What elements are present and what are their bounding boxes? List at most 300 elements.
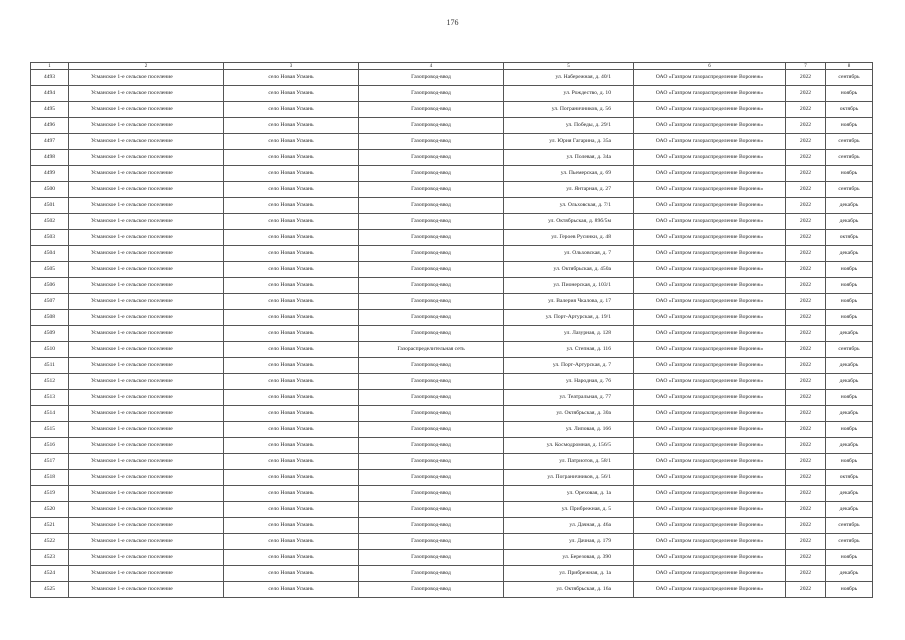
column-number: 6 bbox=[634, 63, 786, 70]
cell-settlement: Усманское 1-е сельское поселение bbox=[69, 342, 224, 358]
cell-row-index: 4516 bbox=[31, 438, 69, 454]
cell-address: ул. Пограничников, д. 56/1 bbox=[504, 470, 634, 486]
cell-year: 2022 bbox=[786, 230, 826, 246]
cell-year: 2022 bbox=[786, 214, 826, 230]
cell-year: 2022 bbox=[786, 358, 826, 374]
cell-object-type: Газопровод-ввод bbox=[359, 278, 504, 294]
table-row bbox=[31, 390, 873, 406]
cell-year: 2022 bbox=[786, 374, 826, 390]
cell-year: 2022 bbox=[786, 182, 826, 198]
registry-table bbox=[30, 62, 873, 598]
cell-settlement: Усманское 1-е сельское поселение bbox=[69, 566, 224, 582]
cell-address: ул. Дачная, д. 179 bbox=[504, 534, 634, 550]
cell-settlement: Усманское 1-е сельское поселение bbox=[69, 486, 224, 502]
cell-address: ул. Порт-Артурская, д. 19/1 bbox=[504, 310, 634, 326]
cell-address: ул. Янтарная, д. 27 bbox=[504, 182, 634, 198]
cell-organization: ОАО «Газпром газораспределение Воронеж» bbox=[634, 518, 786, 534]
cell-month: ноябрь bbox=[826, 294, 873, 310]
cell-address: ул. Прибрежная, д. 5 bbox=[504, 502, 634, 518]
cell-object-type: Газопровод-ввод bbox=[359, 582, 504, 598]
cell-address: ул. Космодромная, д. 156/5 bbox=[504, 438, 634, 454]
cell-row-index: 4522 bbox=[31, 534, 69, 550]
cell-year: 2022 bbox=[786, 86, 826, 102]
cell-organization: ОАО «Газпром газораспределение Воронеж» bbox=[634, 438, 786, 454]
cell-locality: село Новая Усмань bbox=[224, 390, 359, 406]
cell-settlement: Усманское 1-е сельское поселение bbox=[69, 278, 224, 294]
cell-address: ул. Ореховая, д. 1а bbox=[504, 486, 634, 502]
cell-organization: ОАО «Газпром газораспределение Воронеж» bbox=[634, 246, 786, 262]
cell-organization: ОАО «Газпром газораспределение Воронеж» bbox=[634, 134, 786, 150]
table-row bbox=[31, 246, 873, 262]
table-row bbox=[31, 310, 873, 326]
table-row bbox=[31, 550, 873, 566]
cell-month: декабрь bbox=[826, 198, 873, 214]
column-number: 7 bbox=[786, 63, 826, 70]
cell-settlement: Усманское 1-е сельское поселение bbox=[69, 214, 224, 230]
cell-locality: село Новая Усмань bbox=[224, 358, 359, 374]
cell-month: ноябрь bbox=[826, 390, 873, 406]
cell-row-index: 4504 bbox=[31, 246, 69, 262]
cell-locality: село Новая Усмань bbox=[224, 246, 359, 262]
cell-locality: село Новая Усмань bbox=[224, 262, 359, 278]
cell-organization: ОАО «Газпром газораспределение Воронеж» bbox=[634, 278, 786, 294]
cell-month: ноябрь bbox=[826, 278, 873, 294]
table-row bbox=[31, 502, 873, 518]
cell-object-type: Газопровод-ввод bbox=[359, 486, 504, 502]
cell-settlement: Усманское 1-е сельское поселение bbox=[69, 518, 224, 534]
cell-locality: село Новая Усмань bbox=[224, 278, 359, 294]
cell-locality: село Новая Усмань bbox=[224, 86, 359, 102]
cell-settlement: Усманское 1-е сельское поселение bbox=[69, 134, 224, 150]
cell-year: 2022 bbox=[786, 566, 826, 582]
cell-year: 2022 bbox=[786, 326, 826, 342]
cell-month: декабрь bbox=[826, 326, 873, 342]
cell-object-type: Газопровод-ввод bbox=[359, 246, 504, 262]
cell-settlement: Усманское 1-е сельское поселение bbox=[69, 406, 224, 422]
cell-organization: ОАО «Газпром газораспределение Воронеж» bbox=[634, 70, 786, 86]
cell-object-type: Газопровод-ввод bbox=[359, 70, 504, 86]
cell-row-index: 4515 bbox=[31, 422, 69, 438]
cell-settlement: Усманское 1-е сельское поселение bbox=[69, 166, 224, 182]
cell-row-index: 4509 bbox=[31, 326, 69, 342]
table-row bbox=[31, 86, 873, 102]
cell-address: ул. Героев Русинки, д. 48 bbox=[504, 230, 634, 246]
cell-address: ул. Рождество, д. 10 bbox=[504, 86, 634, 102]
cell-settlement: Усманское 1-е сельское поселение bbox=[69, 262, 224, 278]
cell-locality: село Новая Усмань bbox=[224, 566, 359, 582]
cell-organization: ОАО «Газпром газораспределение Воронеж» bbox=[634, 310, 786, 326]
cell-locality: село Новая Усмань bbox=[224, 198, 359, 214]
cell-locality: село Новая Усмань bbox=[224, 214, 359, 230]
cell-address: ул. Ольховская, д. 7 bbox=[504, 246, 634, 262]
cell-address: ул. Валерия Чкалова, д. 17 bbox=[504, 294, 634, 310]
cell-locality: село Новая Усмань bbox=[224, 582, 359, 598]
cell-row-index: 4499 bbox=[31, 166, 69, 182]
cell-object-type: Газопровод-ввод bbox=[359, 422, 504, 438]
cell-object-type: Газопровод-ввод bbox=[359, 86, 504, 102]
cell-year: 2022 bbox=[786, 246, 826, 262]
cell-row-index: 4517 bbox=[31, 454, 69, 470]
table-row bbox=[31, 470, 873, 486]
table-row bbox=[31, 342, 873, 358]
cell-year: 2022 bbox=[786, 502, 826, 518]
cell-settlement: Усманское 1-е сельское поселение bbox=[69, 374, 224, 390]
cell-object-type: Газопровод-ввод bbox=[359, 166, 504, 182]
cell-organization: ОАО «Газпром газораспределение Воронеж» bbox=[634, 150, 786, 166]
cell-month: ноябрь bbox=[826, 310, 873, 326]
cell-month: ноябрь bbox=[826, 454, 873, 470]
cell-row-index: 4505 bbox=[31, 262, 69, 278]
cell-object-type: Газопровод-ввод bbox=[359, 502, 504, 518]
cell-month: сентябрь bbox=[826, 534, 873, 550]
cell-locality: село Новая Усмань bbox=[224, 150, 359, 166]
table-row bbox=[31, 454, 873, 470]
cell-locality: село Новая Усмань bbox=[224, 518, 359, 534]
cell-locality: село Новая Усмань bbox=[224, 182, 359, 198]
cell-settlement: Усманское 1-е сельское поселение bbox=[69, 438, 224, 454]
cell-month: ноябрь bbox=[826, 582, 873, 598]
cell-settlement: Усманское 1-е сельское поселение bbox=[69, 118, 224, 134]
cell-year: 2022 bbox=[786, 102, 826, 118]
cell-month: ноябрь bbox=[826, 262, 873, 278]
cell-organization: ОАО «Газпром газораспределение Воронеж» bbox=[634, 262, 786, 278]
cell-address: ул. Октябрьская, д. 450а bbox=[504, 262, 634, 278]
cell-year: 2022 bbox=[786, 310, 826, 326]
cell-year: 2022 bbox=[786, 534, 826, 550]
cell-organization: ОАО «Газпром газораспределение Воронеж» bbox=[634, 406, 786, 422]
cell-organization: ОАО «Газпром газораспределение Воронеж» bbox=[634, 454, 786, 470]
cell-object-type: Газопровод-ввод bbox=[359, 102, 504, 118]
cell-year: 2022 bbox=[786, 262, 826, 278]
cell-row-index: 4513 bbox=[31, 390, 69, 406]
cell-organization: ОАО «Газпром газораспределение Воронеж» bbox=[634, 214, 786, 230]
cell-month: сентябрь bbox=[826, 182, 873, 198]
cell-object-type: Газопровод-ввод bbox=[359, 390, 504, 406]
cell-settlement: Усманское 1-е сельское поселение bbox=[69, 422, 224, 438]
cell-year: 2022 bbox=[786, 422, 826, 438]
cell-settlement: Усманское 1-е сельское поселение bbox=[69, 390, 224, 406]
cell-year: 2022 bbox=[786, 486, 826, 502]
cell-settlement: Усманское 1-е сельское поселение bbox=[69, 502, 224, 518]
column-number: 3 bbox=[224, 63, 359, 70]
cell-object-type: Газопровод-ввод bbox=[359, 150, 504, 166]
cell-month: октябрь bbox=[826, 102, 873, 118]
cell-row-index: 4503 bbox=[31, 230, 69, 246]
cell-row-index: 4519 bbox=[31, 486, 69, 502]
cell-year: 2022 bbox=[786, 390, 826, 406]
cell-organization: ОАО «Газпром газораспределение Воронеж» bbox=[634, 582, 786, 598]
cell-settlement: Усманское 1-е сельское поселение bbox=[69, 198, 224, 214]
cell-locality: село Новая Усмань bbox=[224, 406, 359, 422]
table-row bbox=[31, 150, 873, 166]
column-number: 4 bbox=[359, 63, 504, 70]
cell-month: декабрь bbox=[826, 502, 873, 518]
cell-locality: село Новая Усмань bbox=[224, 454, 359, 470]
cell-object-type: Газопровод-ввод bbox=[359, 118, 504, 134]
cell-month: ноябрь bbox=[826, 550, 873, 566]
cell-object-type: Газопровод-ввод bbox=[359, 134, 504, 150]
cell-month: декабрь bbox=[826, 406, 873, 422]
cell-row-index: 4511 bbox=[31, 358, 69, 374]
cell-object-type: Газопровод-ввод bbox=[359, 470, 504, 486]
cell-settlement: Усманское 1-е сельское поселение bbox=[69, 534, 224, 550]
cell-locality: село Новая Усмань bbox=[224, 374, 359, 390]
table-row bbox=[31, 230, 873, 246]
cell-settlement: Усманское 1-е сельское поселение bbox=[69, 102, 224, 118]
cell-settlement: Усманское 1-е сельское поселение bbox=[69, 470, 224, 486]
cell-month: декабрь bbox=[826, 438, 873, 454]
cell-organization: ОАО «Газпром газораспределение Воронеж» bbox=[634, 486, 786, 502]
cell-locality: село Новая Усмань bbox=[224, 310, 359, 326]
cell-organization: ОАО «Газпром газораспределение Воронеж» bbox=[634, 294, 786, 310]
cell-row-index: 4514 bbox=[31, 406, 69, 422]
cell-locality: село Новая Усмань bbox=[224, 70, 359, 86]
cell-object-type: Газопровод-ввод bbox=[359, 438, 504, 454]
cell-organization: ОАО «Газпром газораспределение Воронеж» bbox=[634, 182, 786, 198]
table-row bbox=[31, 422, 873, 438]
cell-row-index: 4520 bbox=[31, 502, 69, 518]
cell-row-index: 4525 bbox=[31, 582, 69, 598]
cell-year: 2022 bbox=[786, 470, 826, 486]
cell-row-index: 4501 bbox=[31, 198, 69, 214]
cell-row-index: 4507 bbox=[31, 294, 69, 310]
table-row bbox=[31, 214, 873, 230]
cell-month: ноябрь bbox=[826, 422, 873, 438]
cell-settlement: Усманское 1-е сельское поселение bbox=[69, 70, 224, 86]
cell-row-index: 4496 bbox=[31, 118, 69, 134]
cell-locality: село Новая Усмань bbox=[224, 550, 359, 566]
cell-row-index: 4510 bbox=[31, 342, 69, 358]
cell-month: декабрь bbox=[826, 486, 873, 502]
cell-address: ул. Пионерская, д. 103/1 bbox=[504, 278, 634, 294]
cell-row-index: 4508 bbox=[31, 310, 69, 326]
cell-object-type: Газопровод-ввод bbox=[359, 374, 504, 390]
cell-row-index: 4497 bbox=[31, 134, 69, 150]
cell-address: ул. Липовая, д. 166 bbox=[504, 422, 634, 438]
cell-object-type: Газораспределительная сеть bbox=[359, 342, 504, 358]
cell-row-index: 4495 bbox=[31, 102, 69, 118]
table-row bbox=[31, 262, 873, 278]
cell-locality: село Новая Усмань bbox=[224, 534, 359, 550]
cell-locality: село Новая Усмань bbox=[224, 502, 359, 518]
cell-row-index: 4502 bbox=[31, 214, 69, 230]
cell-organization: ОАО «Газпром газораспределение Воронеж» bbox=[634, 534, 786, 550]
table-row bbox=[31, 166, 873, 182]
cell-settlement: Усманское 1-е сельское поселение bbox=[69, 550, 224, 566]
cell-locality: село Новая Усмань bbox=[224, 486, 359, 502]
cell-year: 2022 bbox=[786, 294, 826, 310]
cell-locality: село Новая Усмань bbox=[224, 166, 359, 182]
cell-month: сентябрь bbox=[826, 70, 873, 86]
cell-month: октябрь bbox=[826, 230, 873, 246]
cell-organization: ОАО «Газпром газораспределение Воронеж» bbox=[634, 198, 786, 214]
cell-month: декабрь bbox=[826, 246, 873, 262]
cell-address: ул. Победы, д. 29/1 bbox=[504, 118, 634, 134]
cell-settlement: Усманское 1-е сельское поселение bbox=[69, 182, 224, 198]
cell-year: 2022 bbox=[786, 150, 826, 166]
cell-object-type: Газопровод-ввод bbox=[359, 214, 504, 230]
table-row bbox=[31, 326, 873, 342]
cell-address: ул. Ольховская, д. 7/1 bbox=[504, 198, 634, 214]
cell-month: ноябрь bbox=[826, 86, 873, 102]
cell-row-index: 4524 bbox=[31, 566, 69, 582]
cell-month: ноябрь bbox=[826, 166, 873, 182]
cell-object-type: Газопровод-ввод bbox=[359, 534, 504, 550]
cell-year: 2022 bbox=[786, 70, 826, 86]
cell-object-type: Газопровод-ввод bbox=[359, 550, 504, 566]
cell-settlement: Усманское 1-е сельское поселение bbox=[69, 454, 224, 470]
table-row bbox=[31, 294, 873, 310]
column-number: 1 bbox=[31, 63, 69, 70]
cell-object-type: Газопровод-ввод bbox=[359, 182, 504, 198]
cell-row-index: 4494 bbox=[31, 86, 69, 102]
page-number: 176 bbox=[446, 18, 459, 27]
column-number: 5 bbox=[504, 63, 634, 70]
cell-organization: ОАО «Газпром газораспределение Воронеж» bbox=[634, 326, 786, 342]
table-row bbox=[31, 374, 873, 390]
cell-address: ул. Театральная, д. 77 bbox=[504, 390, 634, 406]
table-row bbox=[31, 118, 873, 134]
cell-organization: ОАО «Газпром газораспределение Воронеж» bbox=[634, 118, 786, 134]
cell-row-index: 4523 bbox=[31, 550, 69, 566]
cell-locality: село Новая Усмань bbox=[224, 438, 359, 454]
cell-object-type: Газопровод-ввод bbox=[359, 230, 504, 246]
cell-year: 2022 bbox=[786, 550, 826, 566]
table-row bbox=[31, 70, 873, 86]
cell-organization: ОАО «Газпром газораспределение Воронеж» bbox=[634, 566, 786, 582]
cell-year: 2022 bbox=[786, 518, 826, 534]
cell-object-type: Газопровод-ввод bbox=[359, 518, 504, 534]
cell-settlement: Усманское 1-е сельское поселение bbox=[69, 86, 224, 102]
cell-month: декабрь bbox=[826, 214, 873, 230]
cell-locality: село Новая Усмань bbox=[224, 342, 359, 358]
table-row bbox=[31, 534, 873, 550]
cell-organization: ОАО «Газпром газораспределение Воронеж» bbox=[634, 502, 786, 518]
cell-settlement: Усманское 1-е сельское поселение bbox=[69, 358, 224, 374]
cell-settlement: Усманское 1-е сельское поселение bbox=[69, 230, 224, 246]
cell-month: сентябрь bbox=[826, 518, 873, 534]
cell-object-type: Газопровод-ввод bbox=[359, 326, 504, 342]
cell-organization: ОАО «Газпром газораспределение Воронеж» bbox=[634, 230, 786, 246]
cell-month: сентябрь bbox=[826, 342, 873, 358]
cell-month: сентябрь bbox=[826, 150, 873, 166]
cell-organization: ОАО «Газпром газораспределение Воронеж» bbox=[634, 166, 786, 182]
cell-address: ул. Пограничников, д. 56 bbox=[504, 102, 634, 118]
cell-year: 2022 bbox=[786, 278, 826, 294]
cell-locality: село Новая Усмань bbox=[224, 470, 359, 486]
cell-year: 2022 bbox=[786, 438, 826, 454]
cell-row-index: 4493 bbox=[31, 70, 69, 86]
cell-month: октябрь bbox=[826, 470, 873, 486]
cell-organization: ОАО «Газпром газораспределение Воронеж» bbox=[634, 342, 786, 358]
cell-organization: ОАО «Газпром газораспределение Воронеж» bbox=[634, 86, 786, 102]
cell-address: ул. Березовая, д. 390 bbox=[504, 550, 634, 566]
cell-settlement: Усманское 1-е сельское поселение bbox=[69, 326, 224, 342]
cell-year: 2022 bbox=[786, 454, 826, 470]
cell-address: ул. Патриотов, д. 58/1 bbox=[504, 454, 634, 470]
table-row bbox=[31, 486, 873, 502]
table-row bbox=[31, 102, 873, 118]
cell-settlement: Усманское 1-е сельское поселение bbox=[69, 310, 224, 326]
cell-row-index: 4500 bbox=[31, 182, 69, 198]
column-number: 2 bbox=[69, 63, 224, 70]
cell-organization: ОАО «Газпром газораспределение Воронеж» bbox=[634, 550, 786, 566]
table-row bbox=[31, 358, 873, 374]
cell-year: 2022 bbox=[786, 582, 826, 598]
cell-year: 2022 bbox=[786, 406, 826, 422]
cell-row-index: 4518 bbox=[31, 470, 69, 486]
cell-organization: ОАО «Газпром газораспределение Воронеж» bbox=[634, 374, 786, 390]
cell-object-type: Газопровод-ввод bbox=[359, 406, 504, 422]
cell-address: ул. Полевая, д. 34а bbox=[504, 150, 634, 166]
cell-object-type: Газопровод-ввод bbox=[359, 358, 504, 374]
cell-row-index: 4498 bbox=[31, 150, 69, 166]
cell-year: 2022 bbox=[786, 342, 826, 358]
cell-object-type: Газопровод-ввод bbox=[359, 454, 504, 470]
table-row bbox=[31, 518, 873, 534]
cell-object-type: Газопровод-ввод bbox=[359, 294, 504, 310]
cell-settlement: Усманское 1-е сельское поселение bbox=[69, 150, 224, 166]
cell-address: ул. Порт-Артурская, д. 7 bbox=[504, 358, 634, 374]
cell-organization: ОАО «Газпром газораспределение Воронеж» bbox=[634, 390, 786, 406]
cell-settlement: Усманское 1-е сельское поселение bbox=[69, 246, 224, 262]
cell-address: ул. Октябрьская, д. 16а bbox=[504, 582, 634, 598]
cell-address: ул. Юрия Гагарина, д. 35а bbox=[504, 134, 634, 150]
cell-address: ул. Народная, д. 76 bbox=[504, 374, 634, 390]
table-row bbox=[31, 134, 873, 150]
table-row bbox=[31, 198, 873, 214]
cell-row-index: 4521 bbox=[31, 518, 69, 534]
column-number: 8 bbox=[826, 63, 873, 70]
cell-address: ул. Пьемерская, д. 69 bbox=[504, 166, 634, 182]
cell-object-type: Газопровод-ввод bbox=[359, 310, 504, 326]
cell-address: ул. Прибрежная, д. 1а bbox=[504, 566, 634, 582]
cell-locality: село Новая Усмань bbox=[224, 326, 359, 342]
cell-locality: село Новая Усмань bbox=[224, 102, 359, 118]
table-row bbox=[31, 406, 873, 422]
cell-row-index: 4512 bbox=[31, 374, 69, 390]
cell-year: 2022 bbox=[786, 166, 826, 182]
cell-address: ул. Октябрьская, д. 89б/5м bbox=[504, 214, 634, 230]
cell-address: ул. Октябрьская, д. 30а bbox=[504, 406, 634, 422]
column-number-row bbox=[31, 63, 873, 70]
cell-month: декабрь bbox=[826, 566, 873, 582]
cell-year: 2022 bbox=[786, 134, 826, 150]
table-row bbox=[31, 438, 873, 454]
cell-month: ноябрь bbox=[826, 118, 873, 134]
table-row bbox=[31, 182, 873, 198]
cell-object-type: Газопровод-ввод bbox=[359, 198, 504, 214]
cell-locality: село Новая Усмань bbox=[224, 294, 359, 310]
cell-organization: ОАО «Газпром газораспределение Воронеж» bbox=[634, 422, 786, 438]
table-row bbox=[31, 566, 873, 582]
cell-address: ул. Набережная, д. 40/1 bbox=[504, 70, 634, 86]
cell-locality: село Новая Усмань bbox=[224, 422, 359, 438]
cell-year: 2022 bbox=[786, 198, 826, 214]
cell-row-index: 4506 bbox=[31, 278, 69, 294]
cell-settlement: Усманское 1-е сельское поселение bbox=[69, 294, 224, 310]
cell-locality: село Новая Усмань bbox=[224, 134, 359, 150]
cell-month: сентябрь bbox=[826, 134, 873, 150]
table-row bbox=[31, 278, 873, 294]
cell-organization: ОАО «Газпром газораспределение Воронеж» bbox=[634, 358, 786, 374]
cell-object-type: Газопровод-ввод bbox=[359, 566, 504, 582]
cell-year: 2022 bbox=[786, 118, 826, 134]
cell-month: декабрь bbox=[826, 358, 873, 374]
cell-address: ул. Лазурная, д. 128 bbox=[504, 326, 634, 342]
cell-organization: ОАО «Газпром газораспределение Воронеж» bbox=[634, 470, 786, 486]
cell-address: ул. Дачная, д. 46а bbox=[504, 518, 634, 534]
